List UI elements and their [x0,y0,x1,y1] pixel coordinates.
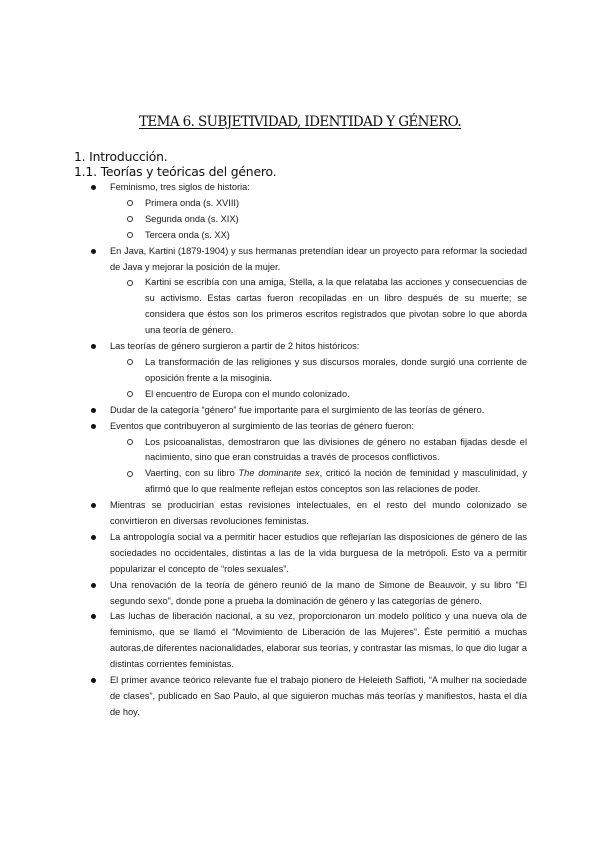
list-item [0,244,527,276]
list-item [0,578,527,610]
list-subitem [0,228,527,244]
list-subitem [0,275,527,339]
list-item [0,419,527,435]
list-item-text: El primer avance teórico relevante fue el trabajo pionero de Heleieth Saffioti, “A mulher na sociedade de clases”, publicado en Sao Paulo, al que siguieron muchas más teorías y manifiestos, hasta el día de hoy. [110,675,527,717]
list-item-text: Los psicoanalistas, demostraron que las divisiones de género no estaban fijadas desde el nacimiento, sino que eran construidas a través de procesos conflictivos. [145,436,527,463]
hollow-bullet-icon [127,280,133,286]
bullet-icon [91,535,96,540]
bullet-icon [91,614,96,619]
list-subitem [0,355,527,387]
list-item-text: El encuentro de Europa con el mundo colonizado. [145,388,350,399]
list-item-text: La transformación de las religiones y sus discursos morales, donde surgió una corriente de oposición frente a la misoginia. [145,356,527,383]
list-item-text: En Java, Kartini (1879-1904) y sus hermanas pretendían idear un proyecto para reformar la sociedad de Java y mejorar la posición de la mujer. [110,245,527,272]
bullet-icon [91,249,96,254]
hollow-bullet-icon [127,232,133,238]
text-before-italic: Vaerting, con su libro [145,468,239,479]
list-item [0,609,527,673]
hollow-bullet-icon [127,439,133,445]
hollow-bullet-icon [127,216,133,222]
list-item-text: Las luchas de liberación nacional, a su vez, proporcionaron un modelo político y una nueva ola de feminismo, que se llamó el “Movimiento de Liberación de las Mujeres”. Éste permitió a muchas autoras,de diferentes nacionalidades, elaborar sus teorías, y contrastar las mismas, lo que dio lugar a distintas corrientes feministas. [110,611,527,670]
list-subitem [0,212,527,228]
list-item-text: Primera onda (s. XVIII) [145,197,240,208]
bullet-icon [91,185,96,190]
list-item-text: Kartini se escribía con una amiga, Stella, a la que relataba las acciones y consecuencias de su activismo. Estas cartas fueron recopiladas en un libro después de su muerte; se considera que éstos son los primeros escritos registrados que pivotan sobre lo que aborda una teoría de género. [145,277,527,336]
list-subitem [0,387,527,403]
list-item-text: Eventos que contribuyeron al surgimiento de las teorías de género fueron: [110,420,414,431]
bullet-list [0,180,600,721]
book-title-italic: The dominante sex [238,468,320,479]
list-item-text: Mientras se producirían estas revisiones intelectuales, en el resto del mundo colonizado se convirtieron en diversas revoluciones feministas. [110,500,527,527]
list-subitem [0,435,527,467]
bullet-icon [91,408,96,413]
bullet-icon [91,678,96,683]
list-item [0,530,527,578]
list-item-text: La antropología social va a permitir hacer estudios que reflejarían las disposiciones de género de las sociedades no occidentales, distintas a las de la vida burguesa de la metrópoli. Esto va a permitir popularizar el concepto de “roles sexuales”. [110,531,527,574]
list-item-text: Dudar de la categoría “género” fue importante para el surgimiento de las teorías de género. [110,404,485,415]
list-item [0,403,527,419]
list-subitem [0,466,527,498]
document-title: TEMA 6. SUBJETIVIDAD, IDENTIDAD Y GÉNERO. [138,114,462,130]
list-subitem [0,196,527,212]
bullet-icon [91,344,96,349]
bullet-icon [91,503,96,508]
list-item-text: Feminismo, tres siglos de historia: [110,182,250,192]
list-item-text: Tercera onda (s. XX) [145,229,230,240]
list-item-text: Las teorías de género surgieron a partir de 2 hitos históricos: [110,341,360,352]
list-item [0,339,527,355]
list-item [0,498,527,530]
hollow-bullet-icon [127,471,133,477]
subsection-heading-teorias: 1.1. Teorías y teóricas del género. [74,164,277,179]
list-item [0,673,527,721]
hollow-bullet-icon [127,200,133,206]
hollow-bullet-icon [127,391,133,397]
bullet-icon [91,424,96,429]
list-item-text: Segunda onda (s. XIX) [145,213,239,224]
text-after-italic: , criticó la noción de feminidad y masculinidad, y afirmó que lo que realmente reflejan estos conceptos son las relaciones de poder. [145,468,528,495]
list-item-text: Una renovación de la teoría de género reunió de la mano de Simone de Beauvoir, y su libro “El segundo sexo”, donde pone a prueba la dominación de género y las categorías de género. [110,579,527,606]
list-item-text [145,466,527,498]
bullet-icon [91,583,96,588]
hollow-bullet-icon [127,359,133,365]
section-heading-introduccion: 1. Introducción. [74,149,168,164]
list-item [0,180,527,196]
